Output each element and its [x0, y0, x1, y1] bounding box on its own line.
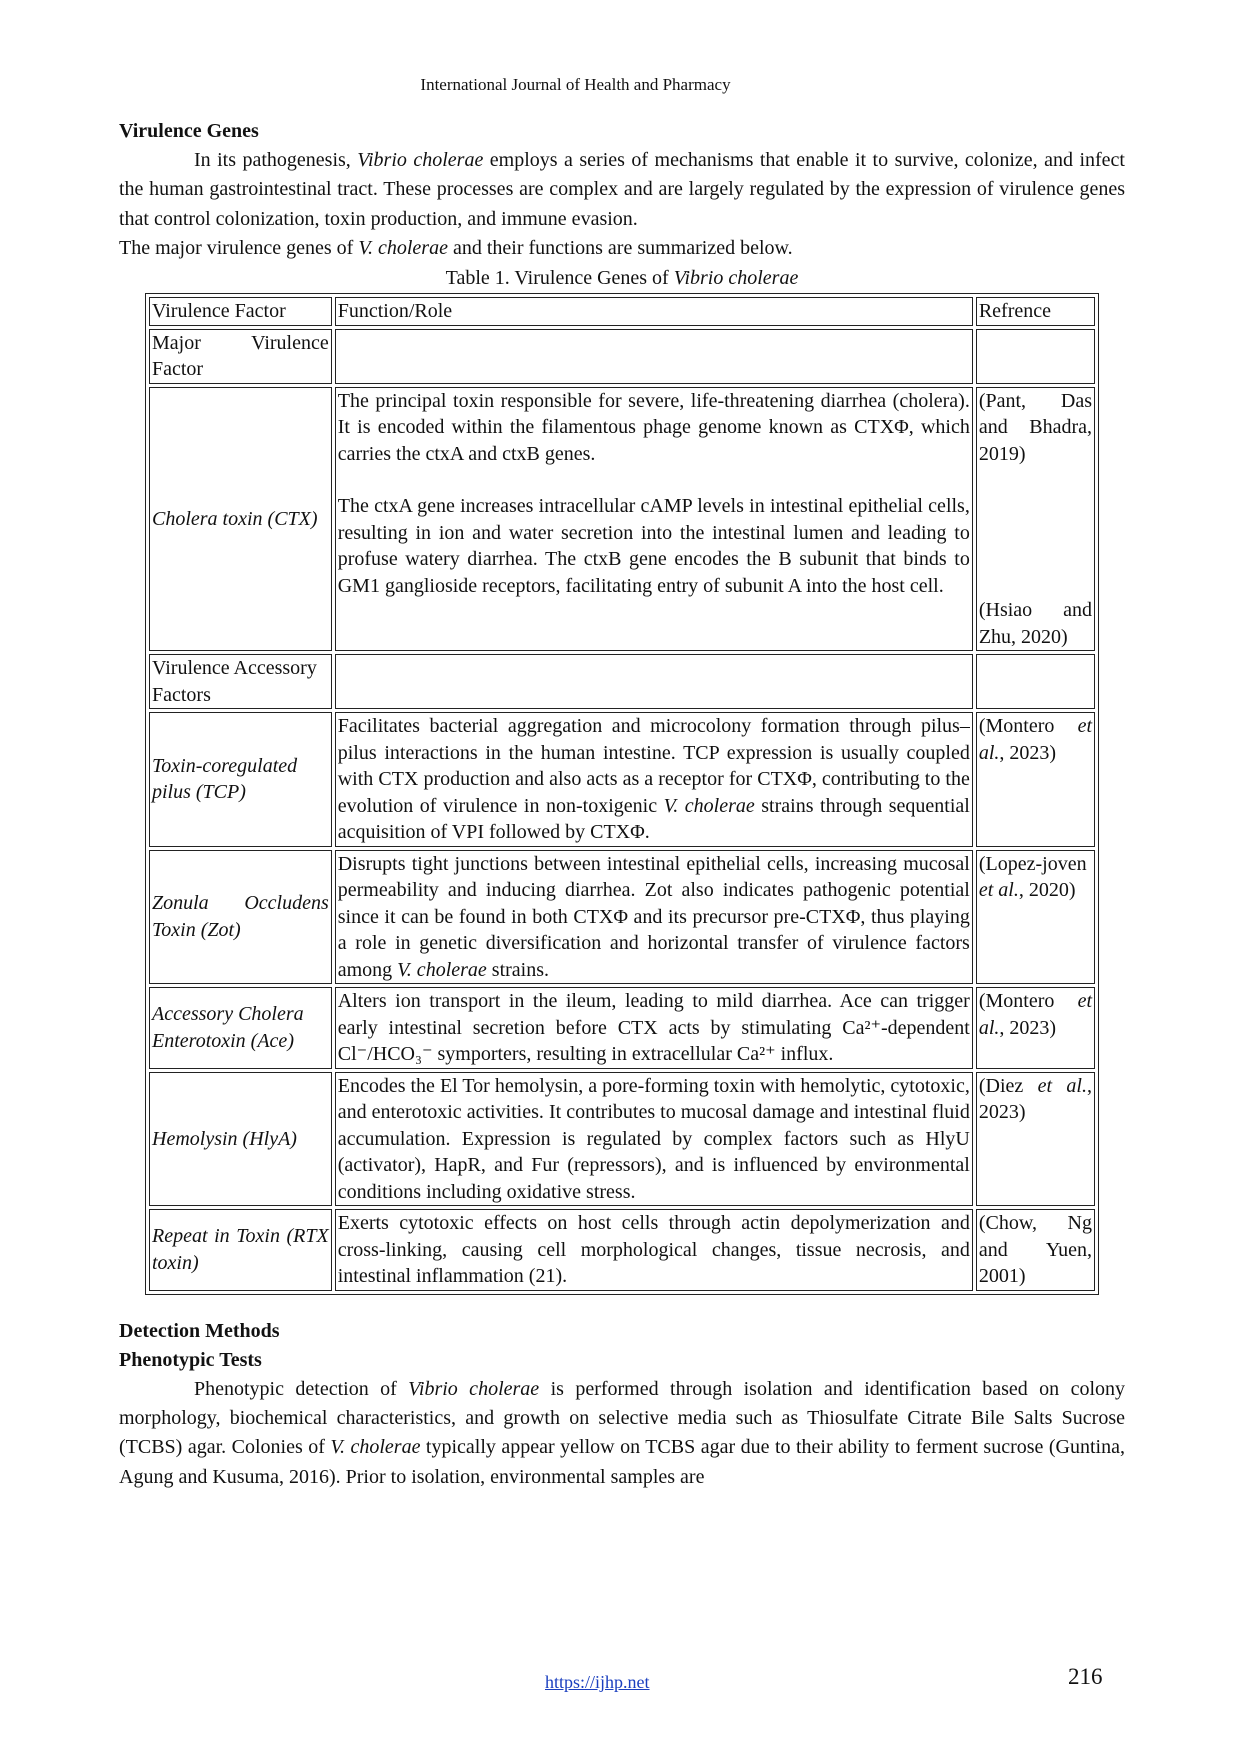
- ref-ctx-a: (Pant, Das and Bhadra, 2019): [978, 389, 1092, 465]
- main-content: [119, 117, 1125, 1492]
- function-ctx-part2: The ctxA gene increases intracellular cAMP levels in intestinal epithelial cells, resulting in ion and water secretion into the intestinal lumen and leading to profuse watery diarrhea. The ctxB gene encodes the B subunit that binds to GM1 ganglioside receptors, facilitating entry of subunit A into the host cell.: [337, 495, 970, 597]
- empty-cell: [335, 654, 973, 709]
- table-row: [149, 1209, 1095, 1291]
- factor-zot: Zonula Occludens Toxin (Zot): [149, 850, 332, 985]
- factor-tcp: Toxin-coregulated pilus (TCP): [149, 712, 332, 847]
- function-tcp: [335, 712, 973, 847]
- text-span: , 2023): [999, 1016, 1057, 1039]
- caption-text: Table 1. Virulence Genes of: [445, 267, 674, 290]
- text-span: , 2020): [1018, 879, 1076, 902]
- function-hly: Encodes the El Tor hemolysin, a pore-forming toxin with hemolytic, cytotoxic, and enterotoxic activities. It contributes to mucosal damage and intestinal fluid accumulation. Expression is regulated by complex factors such as HlyU (activator), HapR, and Fur (repressors), and is influenced by environmental conditions including oxidative stress.: [335, 1072, 973, 1207]
- virulence-genes-table: [145, 293, 1099, 1295]
- subheading-phenotypic: Phenotypic Tests: [119, 1348, 262, 1371]
- italic-species: V. cholerae: [358, 236, 448, 259]
- table-row: [149, 987, 1095, 1069]
- header-ref: Refrence: [976, 297, 1095, 326]
- table-row: [149, 387, 1095, 652]
- table-caption: [119, 263, 1125, 293]
- footer-url-link[interactable]: https://ijhp.net: [545, 1672, 650, 1692]
- factor-hly: Hemolysin (HlyA): [149, 1072, 332, 1207]
- factor-ctx: Cholera toxin (CTX): [149, 387, 332, 652]
- function-ctx: [335, 387, 973, 652]
- table-row: [149, 1072, 1095, 1207]
- italic-etal: et al.: [978, 879, 1019, 902]
- text-span: Phenotypic detection of: [194, 1377, 409, 1400]
- group-label-major: Major Virulence Factor: [149, 329, 332, 384]
- empty-cell: [335, 329, 973, 384]
- ref-hly: [976, 1072, 1095, 1207]
- function-zot: [335, 850, 973, 985]
- text-span: and their functions are summarized below.: [447, 236, 793, 259]
- function-ctx-part1: The principal toxin responsible for severe, life-threatening diarrhea (cholera). It is encoded within the filamentous phage genome known as CTXΦ, which carries the ctxA and ctxB genes.: [337, 389, 970, 465]
- text-span: (Diez: [978, 1074, 1038, 1097]
- journal-header: International Journal of Health and Pharmacy: [420, 75, 731, 94]
- ref-ctx: [976, 387, 1095, 652]
- italic-etal: et al.: [978, 990, 1092, 1039]
- table-row: [149, 850, 1095, 985]
- table-group-row: [149, 329, 1095, 384]
- text-span: strains.: [486, 958, 549, 981]
- empty-cell: [976, 329, 1095, 384]
- italic-species: Vibrio cholerae: [408, 1377, 540, 1400]
- text-span: strains through sequential acquisition of VPI followed by CTXΦ.: [337, 794, 970, 844]
- empty-cell: [976, 654, 1095, 709]
- italic-species: V. cholerae: [663, 794, 755, 817]
- italic-species: V. cholerae: [397, 958, 487, 981]
- header-function: Function/Role: [335, 297, 973, 326]
- table-header-row: [149, 297, 1095, 326]
- spacer: [119, 1295, 1125, 1317]
- italic-species: V. cholerae: [330, 1436, 421, 1459]
- text-span: The major virulence genes of: [119, 236, 359, 259]
- section-heading-virulence-genes: Virulence Genes: [119, 120, 259, 142]
- italic-etal: et al.: [1037, 1074, 1087, 1097]
- ref-tcp: [976, 712, 1095, 847]
- text-span: is performed through isolation and identification based on colony morphology, biochemical characteristics, and growth on selective media such as Thiosulfate Citrate Bile Salts Sucrose (TCBS) agar. Colonies of: [119, 1377, 1125, 1459]
- text-span: Facilitates bacterial aggregation and microcolony formation through pilus–pilus interactions in the human intestine. TCP expression is usually coupled with CTX production and also acts as a receptor for CTXΦ, contributing to the evolution of virulence in non-toxigenic: [337, 715, 970, 817]
- italic-etal: et al.: [978, 715, 1092, 764]
- ref-ctx-b: (Hsiao and Zhu, 2020): [978, 599, 1092, 648]
- section-heading-detection: Detection Methods: [119, 1319, 280, 1342]
- caption-italic: Vibrio cholerae: [673, 267, 799, 290]
- header-factor: Virulence Factor: [149, 297, 332, 326]
- text-span: (Montero: [978, 990, 1078, 1013]
- text-span: employs a series of mechanisms that enable it to survive, colonize, and infect the human gastrointestinal tract. These processes are complex and are largely regulated by the expression of virulence genes that control colonization, toxin production, and immune evasion.: [119, 149, 1125, 230]
- text-span: Disrupts tight junctions between intestinal epithelial cells, increasing mucosal permeability and inducing diarrhea. Zot also indicates pathogenic potential since it can be found in both CTXΦ and its precursor pre-CTXΦ, thus playing a role in genetic diversification and horizontal transfer of virulence factors among: [337, 852, 970, 981]
- italic-species: Vibrio cholerae: [357, 149, 484, 171]
- ref-zot: [976, 850, 1095, 985]
- paragraph-summary: [119, 234, 1125, 263]
- table-group-row: [149, 654, 1095, 709]
- ref-rtx: (Chow, Ng and Yuen, 2001): [976, 1209, 1095, 1291]
- function-rtx: Exerts cytotoxic effects on host cells through actin depolymerization and cross-linking, causing cell morphological changes, tissue necrosis, and intestinal inflammation (21).: [335, 1209, 973, 1291]
- paragraph-intro: [119, 146, 1125, 234]
- spacer: [338, 467, 970, 493]
- text-span: typically appear yellow on TCBS agar due to their ability to ferment sucrose (Guntina, Agung and Kusuma, 2016). Prior to isolation, environmental samples are: [119, 1436, 1125, 1488]
- text-span: In its pathogenesis,: [194, 149, 358, 171]
- factor-rtx: Repeat in Toxin (RTX toxin): [149, 1209, 332, 1291]
- ref-ace: [976, 987, 1095, 1069]
- factor-ace: Accessory Cholera Enterotoxin (Ace): [149, 987, 332, 1069]
- group-label-accessory: Virulence Accessory Factors: [149, 654, 332, 709]
- table-row: [149, 712, 1095, 847]
- function-ace: Alters ion transport in the ileum, leading to mild diarrhea. Ace can trigger early intestinal secretion before CTX acts by stimulating Ca²⁺-dependent Cl⁻/HCO₃⁻ symporters, resulting in extracellular Ca²⁺ influx.: [335, 987, 973, 1069]
- text-span: (Lopez-joven: [978, 852, 1087, 875]
- text-span: , 2023): [978, 1074, 1092, 1124]
- text-span: (Montero: [978, 715, 1078, 738]
- paragraph-phenotypic: [119, 1375, 1125, 1492]
- text-span: , 2023): [999, 741, 1057, 764]
- page-number: 216: [1068, 1664, 1103, 1689]
